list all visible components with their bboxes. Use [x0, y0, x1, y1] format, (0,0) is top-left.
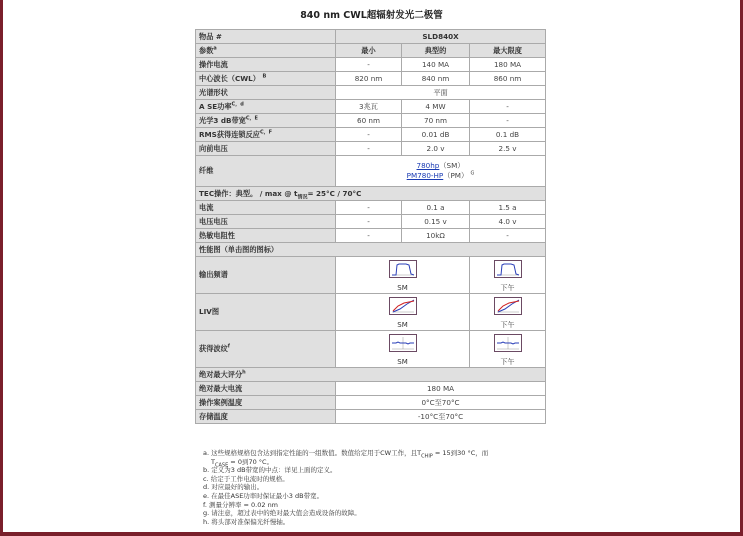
typ-value: 10kΩ — [402, 229, 470, 243]
table-row — [196, 58, 546, 72]
table-row — [196, 215, 546, 229]
typ-header: 典型的 — [402, 44, 470, 58]
min-value: 60 nm — [336, 114, 402, 128]
footnotes — [203, 449, 488, 526]
min-header: 最小 — [336, 44, 402, 58]
page-border-left — [0, 0, 3, 536]
graph-cell-sm — [336, 331, 470, 368]
row-label: RMS获得连锁反应$^{C,F}$ — [196, 128, 336, 142]
row-label: 向前电压 — [196, 142, 336, 156]
row-label: 电压电压 — [196, 215, 336, 229]
max-value: 0.1 dB — [470, 128, 546, 142]
min-value: 820 nm — [336, 72, 402, 86]
graph-caption: 下午 — [500, 321, 515, 329]
row-label: 获得波纹$^f$ — [196, 331, 336, 368]
footnote-a: a. 这些规格规格包含达到指定性能的一组数值。数值给定用于CW工作，且$T_{CHIP} = 15$到30 °C，而 — [203, 449, 489, 460]
footnote-f: f. 测量分辨率 = 0.02 nm — [203, 500, 279, 509]
min-value: - — [336, 229, 402, 243]
spec-table — [195, 29, 546, 424]
row-label: 光学3 dB带宽$^{C,E}$ — [196, 114, 336, 128]
table-row — [196, 72, 546, 86]
row-label: LIV图 — [196, 294, 336, 331]
table-row — [196, 382, 546, 396]
gain-ripple-sm-thumbnail-icon[interactable] — [389, 334, 417, 352]
max-value: 1.5 a — [470, 201, 546, 215]
spectrum-sm-thumbnail-icon[interactable] — [389, 260, 417, 278]
graph-row — [196, 294, 546, 331]
footnote-g: g. 请注意，超过表中的绝对最大值会造成设备的故障。 — [203, 509, 361, 518]
table-row — [196, 229, 546, 243]
max-value: 4.0 v — [470, 215, 546, 229]
spectrum-pm-thumbnail-icon[interactable] — [494, 260, 522, 278]
min-value: - — [336, 201, 402, 215]
liv-pm-thumbnail-icon[interactable] — [494, 297, 522, 315]
row-label: 操作案例温度 — [196, 396, 336, 410]
max-value: - — [470, 229, 546, 243]
min-value: 3兆瓦 — [336, 100, 402, 114]
page-border-bottom — [0, 532, 743, 536]
absolute-heading: 绝对最大评分$^h$ — [196, 368, 546, 382]
footnote-b: b. 定义为3 dB带宽的中点：详见上面的定义。 — [203, 466, 337, 475]
table-row — [196, 410, 546, 424]
row-label: 存储温度 — [196, 410, 336, 424]
table-row — [196, 128, 546, 142]
typ-value: 0.01 dB — [402, 128, 470, 142]
tec-heading: TEC操作：典型。 / max @ $t_{情况}= 25^\circ C / 70^\circ C$ — [196, 187, 546, 201]
fiber-label: 纤维 — [196, 156, 336, 187]
max-value: 180 MA — [470, 58, 546, 72]
liv-sm-thumbnail-icon[interactable] — [389, 297, 417, 315]
row-label: 绝对最大电流 — [196, 382, 336, 396]
table-row — [196, 142, 546, 156]
product-number: SLD840X — [336, 30, 546, 44]
fiber-value: 780hp（SM） PM780-HP（PM） $^G$ — [336, 156, 546, 187]
row-label: 输出频谱 — [196, 257, 336, 294]
table-row — [196, 86, 546, 100]
span-value: 180 MA — [336, 382, 546, 396]
typ-value: 4 MW — [402, 100, 470, 114]
absolute-section-header — [196, 368, 546, 382]
min-value: - — [336, 142, 402, 156]
row-label: 电流 — [196, 201, 336, 215]
table-row — [196, 114, 546, 128]
span-value: 0°C至70°C — [336, 396, 546, 410]
graph-caption: 下午 — [500, 358, 515, 366]
graph-cell-pm — [470, 257, 546, 294]
graph-caption: SM — [397, 358, 408, 366]
min-value: - — [336, 128, 402, 142]
row-label: 操作电流 — [196, 58, 336, 72]
typ-value: 840 nm — [402, 72, 470, 86]
row-label: 热敏电阻性 — [196, 229, 336, 243]
graph-cell-sm — [336, 257, 470, 294]
footnote-h: h. 将头部对准保偏光纤慢轴。 — [203, 517, 290, 526]
max-value: - — [470, 114, 546, 128]
table-row — [196, 396, 546, 410]
max-value: 2.5 v — [470, 142, 546, 156]
footnote-a-cont: $T_{CASE} = 0$到70 °C。 — [211, 457, 274, 468]
min-value: - — [336, 58, 402, 72]
row-label: 中心波长（CWL） $^B$ — [196, 72, 336, 86]
table-row — [196, 201, 546, 215]
typ-value: 140 MA — [402, 58, 470, 72]
graph-row — [196, 331, 546, 368]
typ-value: 0.15 v — [402, 215, 470, 229]
graph-caption: SM — [397, 284, 408, 292]
max-value: - — [470, 100, 546, 114]
performance-section-header — [196, 243, 546, 257]
min-value: - — [336, 215, 402, 229]
table-row — [196, 100, 546, 114]
params-label: 参数$^a$ — [196, 44, 336, 58]
graph-cell-pm — [470, 294, 546, 331]
tec-section-header — [196, 187, 546, 201]
max-header: 最大限度 — [470, 44, 546, 58]
table-header-row — [196, 30, 546, 44]
graph-row — [196, 257, 546, 294]
footnote-d: d. 对应最好的输出。 — [203, 483, 264, 492]
page-title: 840 nm CWL超辐射发光二极管 — [300, 10, 443, 21]
span-value: -10°C至70°C — [336, 410, 546, 424]
footnote-c: c. 给定于工作电流时的规格。 — [203, 474, 289, 483]
span-value: 平面 — [336, 86, 546, 100]
max-value: 860 nm — [470, 72, 546, 86]
row-label: 光谱形状 — [196, 86, 336, 100]
performance-heading: 性能图（单击图的图标） — [196, 243, 546, 257]
graph-caption: 下午 — [500, 284, 515, 292]
gain-ripple-pm-thumbnail-icon[interactable] — [494, 334, 522, 352]
fiber-row — [196, 156, 546, 187]
fiber-link-780hp[interactable]: 780hp — [416, 161, 440, 170]
row-label: A SE功率$^{C,d}$ — [196, 100, 336, 114]
graph-cell-pm — [470, 331, 546, 368]
typ-value: 2.0 v — [402, 142, 470, 156]
params-header-row — [196, 44, 546, 58]
graph-cell-sm — [336, 294, 470, 331]
graph-caption: SM — [397, 321, 408, 329]
typ-value: 0.1 a — [402, 201, 470, 215]
item-label: 物品 # — [196, 30, 336, 44]
fiber-link-pm780hp[interactable]: PM780-HP — [406, 171, 444, 180]
typ-value: 70 nm — [402, 114, 470, 128]
footnote-e: e. 在最佳ASE功率时保证最小3 dB带宽。 — [203, 491, 324, 500]
